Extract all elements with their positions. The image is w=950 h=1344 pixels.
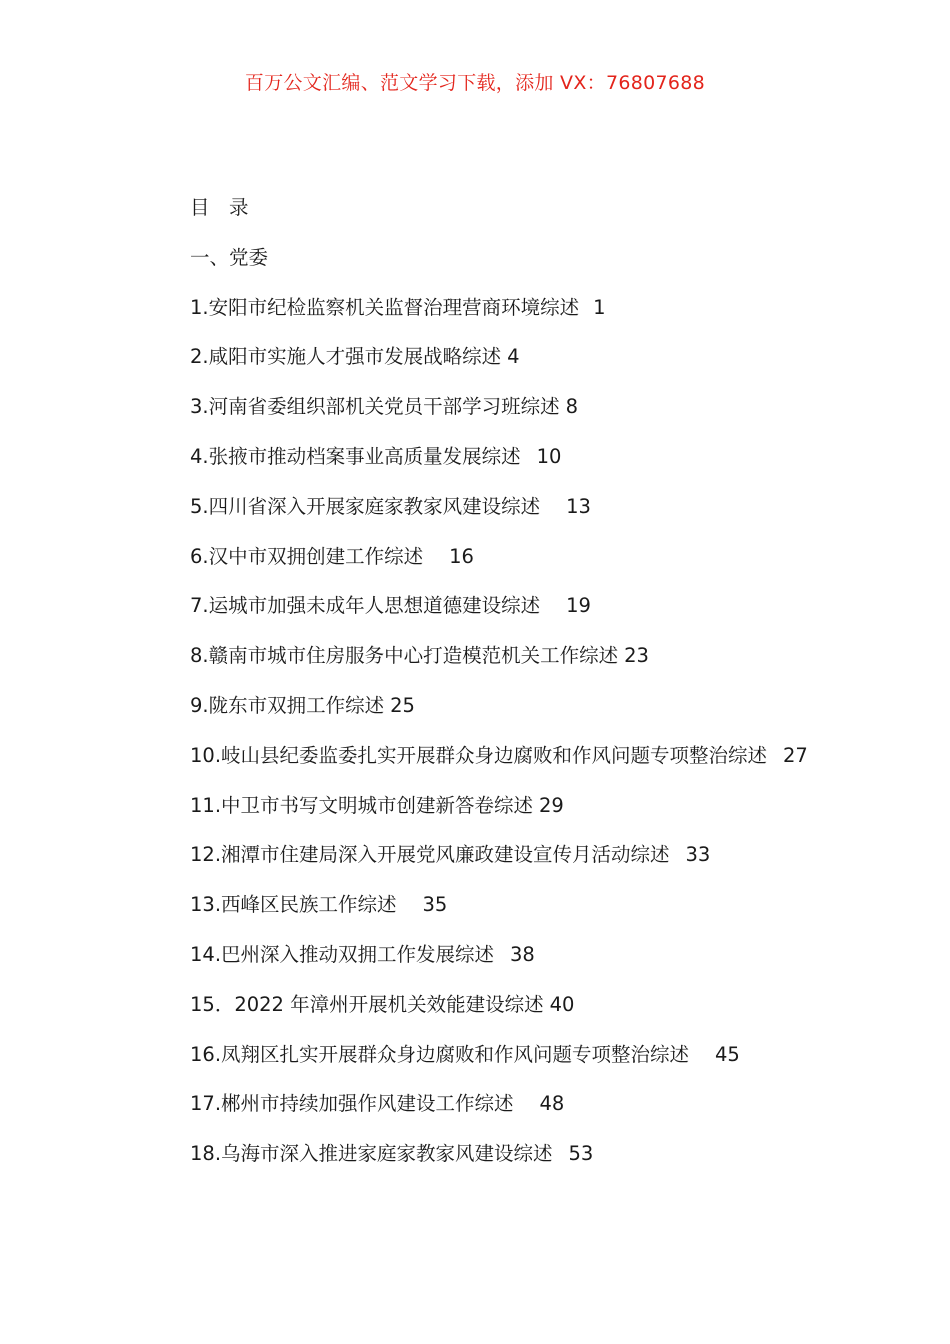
header-note: 百万公文汇编、范文学习下载，添加 VX：76807688	[244, 72, 706, 94]
toc-entry-page: 16	[449, 544, 474, 568]
toc-entry-text: 18.乌海市深入推进家庭家教家风建设综述	[190, 1142, 553, 1166]
toc-entry-page: 29	[539, 793, 564, 817]
toc-entry[interactable]	[145, 980, 810, 1030]
toc-entry[interactable]	[145, 830, 810, 880]
toc-entry[interactable]	[145, 1030, 810, 1080]
toc-entry-page: 45	[715, 1042, 740, 1066]
toc-entry-text: 13.西峰区民族工作综述	[190, 893, 397, 917]
toc-section-heading: 一、党委	[190, 245, 269, 269]
toc-entry-page: 1	[593, 295, 606, 319]
toc-entry[interactable]	[145, 432, 810, 482]
toc-entry[interactable]	[145, 382, 810, 432]
toc-entry-text: 17.郴州市持续加强作风建设工作综述	[190, 1092, 514, 1116]
toc-entry-text: 3.河南省委组织部机关党员干部学习班综述	[190, 395, 560, 419]
toc-entry[interactable]	[145, 581, 810, 631]
toc-entry[interactable]	[145, 532, 810, 582]
toc-entry-page: 10	[536, 444, 562, 468]
toc-entry-text: 1.安阳市纪检监察机关监督治理营商环境综述	[190, 295, 580, 319]
toc-entry[interactable]	[145, 731, 810, 781]
toc-entry-page: 13	[566, 494, 591, 518]
toc-entry-text: 14.巴州深入推动双拥工作发展综述	[190, 942, 495, 966]
toc-entry-page: 53	[568, 1142, 594, 1166]
toc-entry-page: 48	[539, 1092, 565, 1116]
toc-entry[interactable]	[145, 631, 810, 681]
toc-entry-text: 7.运城市加强未成年人思想道德建设综述	[190, 594, 541, 618]
toc-entry-text: 6.汉中市双拥创建工作综述	[190, 544, 424, 568]
toc-entry-text: 11.中卫市书写文明城市创建新答卷综述	[190, 793, 534, 817]
toc-entry-text: 12.湘潭市住建局深入开展党风廉政建设宣传月活动综述	[190, 843, 670, 867]
toc-entry-page: 25	[390, 693, 415, 717]
toc-entry[interactable]	[145, 681, 810, 731]
toc-entry[interactable]	[145, 1129, 810, 1179]
toc-entry-text: 5.四川省深入开展家庭家教家风建设综述	[190, 494, 541, 518]
toc-entry-page: 23	[624, 644, 649, 668]
toc-entry-text: 15．2022 年漳州开展机关效能建设综述	[190, 992, 544, 1016]
toc-entry-page: 4	[507, 345, 520, 369]
toc-entry[interactable]	[145, 283, 810, 333]
toc-entry[interactable]	[145, 880, 810, 930]
toc-entry-page: 38	[510, 942, 535, 966]
toc-entry-text: 10.岐山县纪委监委扎实开展群众身边腐败和作风问题专项整治综述	[190, 743, 768, 767]
toc-entry[interactable]	[145, 332, 810, 382]
toc-title: 目 录	[190, 196, 249, 219]
toc-entry-page: 8	[565, 395, 579, 419]
table-of-contents	[145, 183, 810, 1179]
toc-entry-text: 4.张掖市推动档案事业高质量发展综述	[190, 444, 521, 468]
toc-entry-page: 40	[549, 992, 575, 1016]
toc-entry-text: 8.赣南市城市住房服务中心打造模范机关工作综述	[190, 644, 619, 668]
toc-entry-text: 9.陇东市双拥工作综述	[190, 693, 385, 717]
toc-entry-text: 16.凤翔区扎实开展群众身边腐败和作风问题专项整治综述	[190, 1042, 690, 1066]
toc-entry-page: 27	[783, 743, 808, 767]
toc-entry[interactable]	[145, 1079, 810, 1129]
toc-entry-page: 19	[566, 594, 591, 618]
toc-entry[interactable]	[145, 781, 810, 831]
toc-entry-page: 33	[685, 843, 711, 867]
toc-entry[interactable]	[145, 482, 810, 532]
toc-entry-text: 2.咸阳市实施人才强市发展战略综述	[190, 345, 502, 369]
toc-entry-page: 35	[422, 893, 448, 917]
toc-entry[interactable]	[145, 930, 810, 980]
